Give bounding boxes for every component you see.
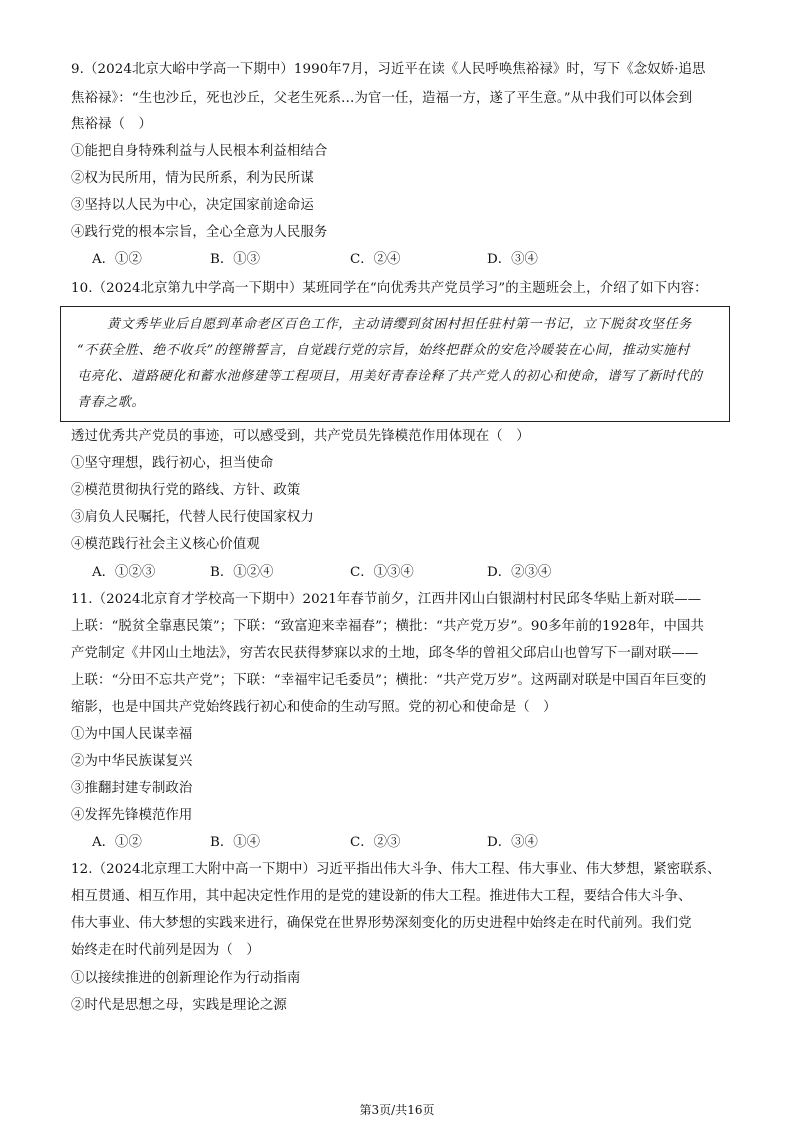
q9-option-a: A．①②	[92, 252, 142, 267]
q12-item-1: ①以接续推进的创新理论作为行动指南	[71, 971, 301, 986]
q9-item-2: ②权为民所用，情为民所系，利为民所谋	[71, 171, 314, 186]
q9-option-b: B．①③	[210, 252, 261, 267]
q10-item-4: ④模范践行社会主义核心价值观	[71, 537, 260, 552]
q10-question-line: 透过优秀共产党员的事迹，可以感受到，共产党员先锋模范作用体现在（ ）	[71, 429, 530, 444]
q10-option-a: A．①②③	[92, 565, 156, 580]
q9-option-c: C．②④	[350, 252, 401, 267]
q11-item-4: ④发挥先锋模范作用	[71, 808, 193, 823]
q10-material-line-2: “不获全胜、绝不收兵”的铿锵誓言，自觉践行党的宗旨，始终把群众的安危冷暖装在心间，推动实施村	[77, 343, 690, 358]
q10-stem-line-1: 10.（2024北京第九中学高一下期中）某班同学在“向优秀共产党员学习”的主题班会上，介绍了如下内容：	[71, 281, 708, 296]
q9-item-4: ④践行党的根本宗旨，全心全意为人民服务	[71, 225, 328, 240]
q9-option-d: D．③④	[487, 252, 538, 267]
q12-stem-line-4: 始终走在时代前列是因为（ ）	[71, 943, 260, 958]
q10-option-b: B．①②④	[210, 565, 274, 580]
q10-item-3: ③肩负人民嘱托，代替人民行使国家权力	[71, 510, 314, 525]
q11-stem-line-1: 11.（2024北京育才学校高一下期中）2021年春节前夕，江西井冈山白银湖村村民邱冬华贴上新对联——	[71, 592, 702, 607]
q10-material-box	[60, 306, 730, 422]
q12-item-2: ②时代是思想之母，实践是理论之源	[71, 998, 287, 1013]
q10-option-d: D．②③④	[487, 565, 552, 580]
q11-option-a: A．①②	[92, 835, 142, 850]
q11-stem-line-2: 上联：“脱贫全靠惠民策”；下联：“致富迎来幸福春”；横批：“共产党万岁”。90多年前的1928年，中国共	[71, 619, 705, 634]
q11-option-c: C．②③	[350, 835, 401, 850]
q11-item-1: ①为中国人民谋幸福	[71, 727, 193, 742]
q10-material-line-4: 青春之歌。	[77, 395, 146, 410]
q10-material-line-3: 屯亮化、道路硬化和蓄水池修建等工程项目，用美好青春诠释了共产党人的初心和使命，谱写了新时代的	[77, 369, 703, 384]
q9-item-1: ①能把自身特殊利益与人民根本利益相结合	[71, 144, 328, 159]
q11-option-b: B．①④	[210, 835, 261, 850]
q10-option-c: C．①③④	[350, 565, 414, 580]
q9-stem-line-2: 焦裕禄》：“生也沙丘，死也沙丘，父老生死系…为官一任，造福一方，遂了平生意。”从中我们可以体会到	[71, 91, 693, 106]
q12-stem-line-2: 相互贯通、相互作用，其中起决定性作用的是党的建设新的伟大工程。推进伟大工程，要结合伟大斗争、	[71, 889, 692, 904]
q11-item-2: ②为中华民族谋复兴	[71, 754, 193, 769]
q11-stem-line-5: 缩影，也是中国共产党始终践行初心和使命的生动写照。党的初心和使命是（ ）	[71, 700, 557, 715]
q11-stem-line-4: 上联：“分田不忘共产党”；下联：“幸福牢记毛委员”；横批：“共产党万岁”。这两副对联是中国百年巨变的	[71, 673, 707, 688]
q10-item-1: ①坚守理想，践行初心，担当使命	[71, 456, 274, 471]
q12-stem-line-1: 12.（2024北京理工大附中高一下期中）习近平指出伟大斗争、伟大工程、伟大事业、伟大梦想，紧密联系、	[71, 862, 721, 877]
q10-item-2: ②模范贯彻执行党的路线、方针、政策	[71, 483, 301, 498]
q11-option-d: D．③④	[487, 835, 538, 850]
q10-material-line-1: 黄文秀毕业后自愿到革命老区百色工作，主动请缨到贫困村担任驻村第一书记，立下脱贫攻坚任务	[107, 317, 692, 332]
q12-stem-line-3: 伟大事业、伟大梦想的实践来进行，确保党在世界形势深刻变化的历史进程中始终走在时代前列。我们党	[71, 916, 692, 931]
q11-stem-line-3: 产党制定《井冈山土地法》，穷苦农民获得梦寐以求的土地，邱冬华的曾祖父邱启山也曾写下一副对联——	[71, 646, 699, 661]
q9-stem-line-1: 9.（2024北京大峪中学高一下期中）1990年7月，习近平在读《人民呼唤焦裕禄》时，写下《念奴娇·追思	[71, 62, 706, 77]
q9-item-3: ③坚持以人民为中心，决定国家前途命运	[71, 198, 314, 213]
page-number: 第3页/共16页	[359, 1103, 435, 1117]
q9-stem-line-3: 焦裕禄（ ）	[71, 117, 152, 132]
q11-item-3: ③推翻封建专制政治	[71, 781, 193, 796]
